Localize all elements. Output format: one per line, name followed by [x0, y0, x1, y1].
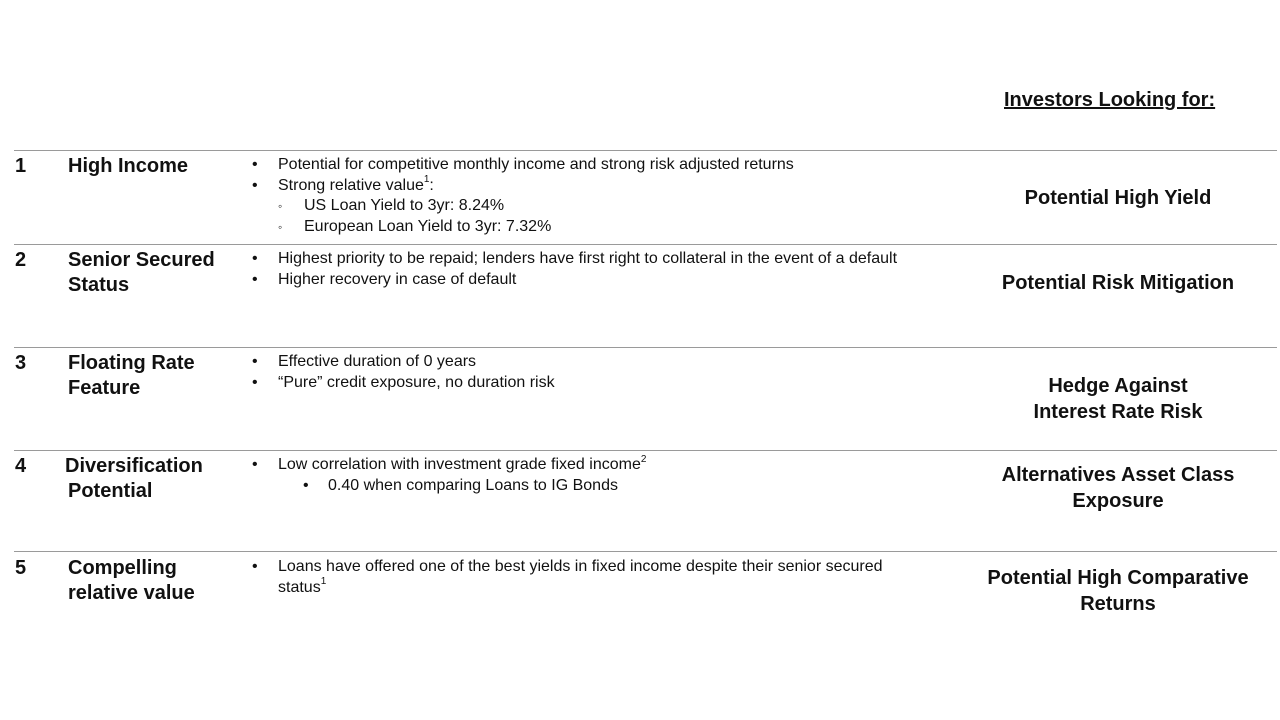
row-bullet-list	[252, 557, 912, 598]
footnote-ref: 2	[640, 453, 647, 465]
row-number: 4	[15, 455, 27, 477]
bullet-item: • Strong relative value$^1$:	[252, 176, 932, 197]
row-title: High Income	[68, 155, 189, 177]
row-bullet-list	[252, 352, 932, 393]
row-divider	[14, 551, 1277, 552]
investor-outcome: Hedge Against Interest Rate Risk	[1033, 375, 1203, 423]
sub-bullet-item: • 0.40 when comparing Loans to IG Bonds	[252, 476, 932, 497]
row-divider	[14, 347, 1277, 348]
investor-outcome: Potential Risk Mitigation	[1001, 272, 1235, 294]
row-title: Diversification Potential	[65, 455, 203, 502]
investor-outcome: Potential High Comparative Returns	[987, 567, 1249, 615]
row-number: 3	[15, 352, 27, 374]
footnote-ref: 1	[320, 576, 327, 588]
row-title: Floating Rate Feature	[68, 352, 195, 399]
row-divider	[14, 450, 1277, 451]
bullet-item: • “Pure” credit exposure, no duration risk	[252, 373, 932, 394]
row-bullet-list	[252, 155, 932, 237]
bullet-item: • Higher recovery in case of default	[252, 270, 932, 291]
row-divider	[14, 150, 1277, 151]
row-divider	[14, 244, 1277, 245]
row-title: Compelling relative value	[68, 557, 195, 604]
row-bullet-list	[252, 455, 932, 496]
row-number: 2	[15, 249, 27, 271]
investor-outcome: Alternatives Asset Class Exposure	[1001, 464, 1235, 512]
footnote-ref: 1	[423, 174, 430, 186]
bullet-item: • Effective duration of 0 years	[252, 352, 932, 373]
sub-bullet-item: ◦ European Loan Yield to 3yr: 7.32%	[252, 217, 932, 238]
row-title: Senior Secured Status	[68, 249, 215, 296]
bullet-item: • Low correlation with investment grade fixed income$^2$	[252, 455, 932, 476]
bullet-item: • Loans have offered one of the best yields in fixed income despite their senior secured status$^1$	[252, 557, 912, 598]
bullet-item: • Highest priority to be repaid; lenders have first right to collateral in the event of a default	[252, 249, 932, 270]
sub-bullet-item: ◦ US Loan Yield to 3yr: 8.24%	[252, 196, 932, 217]
row-bullet-list	[252, 249, 932, 290]
row-number: 1	[15, 155, 27, 177]
bullet-item: • Potential for competitive monthly income and strong risk adjusted returns	[252, 155, 932, 176]
investor-outcome: Potential High Yield	[1024, 187, 1212, 209]
row-number: 5	[15, 557, 27, 579]
investors-looking-for-heading: Investors Looking for:	[1004, 89, 1216, 111]
